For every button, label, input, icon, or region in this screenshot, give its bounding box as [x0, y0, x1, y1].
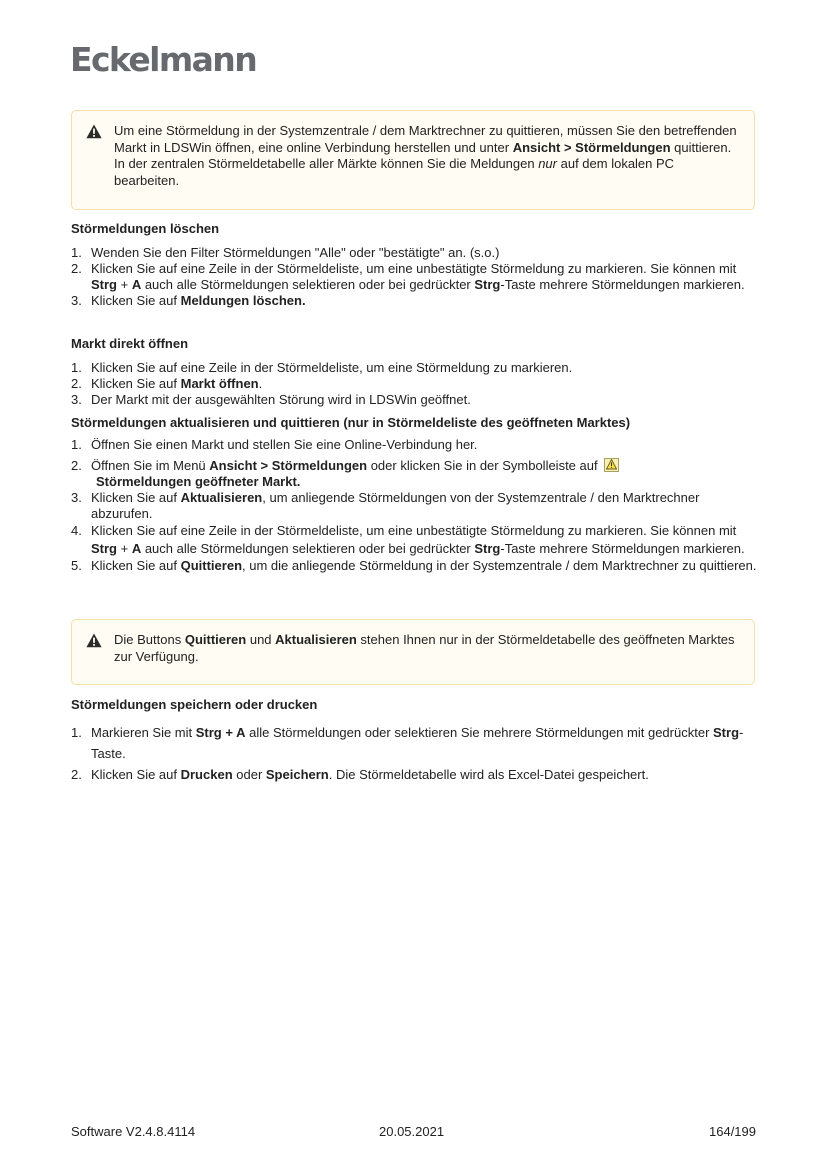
item-bold: Strg	[91, 277, 117, 292]
item-text: Klicken Sie auf eine Zeile in der Störmeldeliste, um eine unbestätigte Störmeldung zu markieren. Sie können mit	[91, 523, 737, 538]
list-number: 3.	[71, 490, 82, 505]
list-number: 1.	[71, 437, 82, 452]
item-bold: Meldungen löschen.	[180, 293, 306, 308]
note-italic: nur	[538, 156, 557, 171]
note-text: quittieren. In der zentralen Störmeldetabelle aller Märkte können Sie die Meldungen	[114, 139, 732, 171]
list-number: 1.	[71, 725, 82, 740]
list-number: 5.	[71, 558, 82, 573]
item-text: Öffnen Sie im Menü	[91, 458, 210, 473]
item-bold: Markt öffnen	[180, 376, 259, 391]
warning-note-quittieren	[71, 110, 755, 210]
list-item	[71, 490, 761, 522]
list-item	[71, 522, 761, 558]
list-aktualisieren	[71, 437, 761, 574]
item-bold: Strg + A	[195, 725, 246, 740]
item-bold: Strg	[713, 725, 740, 740]
item-text: Klicken Sie auf eine Zeile in der Störmeldeliste, um eine unbestätigte Störmeldung zu markieren. Sie können mit	[91, 261, 737, 276]
list-number: 3.	[71, 392, 82, 407]
list-number: 2.	[71, 458, 82, 473]
list-markt-oeffnen	[71, 360, 761, 408]
item-bold: Strg	[91, 541, 117, 556]
item-text: oder	[232, 767, 266, 782]
item-text: .	[258, 376, 263, 391]
item-text: Öffnen Sie einen Markt und stellen Sie eine Online-Verbindung her.	[91, 437, 478, 452]
item-text: auch alle Störmeldungen selektieren oder bei gedrückter	[141, 541, 475, 556]
item-text: alle Störmeldungen oder selektieren Sie mehrere Störmeldungen mit gedrückter	[245, 725, 714, 740]
note-bold: Aktualisieren	[275, 632, 357, 647]
item-text: . Die Störmeldetabelle wird als Excel-Datei gespeichert.	[328, 767, 649, 782]
item-bold: Strg	[474, 277, 501, 292]
list-loeschen	[71, 245, 761, 309]
list-number: 1.	[71, 360, 82, 375]
list-number: 4.	[71, 523, 82, 538]
item-text: Klicken Sie auf	[91, 376, 181, 391]
list-number: 3.	[71, 293, 82, 308]
list-item	[71, 437, 761, 453]
warning-note-buttons	[71, 619, 755, 685]
note-text: Um eine Störmeldung in der Systemzentrale / dem Marktrechner zu quittieren, müssen Sie den betreffenden Markt in LDSWin öffnen, eine online Verbindung herstellen und unter	[114, 123, 737, 155]
alarm-toolbar-icon	[604, 458, 619, 472]
item-text: -Taste.	[91, 725, 744, 761]
list-speichern	[71, 722, 761, 785]
item-text: Klicken Sie auf	[91, 558, 181, 573]
item-bold: Drucken	[180, 767, 233, 782]
item-text: , um anliegende Störmeldungen von der Systemzentrale / den Marktrechner abzurufen.	[91, 490, 700, 521]
item-text: -Taste mehrere Störmeldungen markieren.	[500, 277, 745, 292]
item-bold: Störmeldungen geöffneter Markt.	[96, 474, 301, 489]
company-logo: Eckelmann	[70, 40, 257, 79]
footer-software-version: Software V2.4.8.4114	[71, 1124, 196, 1139]
list-number: 1.	[71, 245, 82, 260]
list-item	[71, 764, 761, 785]
list-item	[71, 722, 761, 764]
heading-speichern-drucken: Störmeldungen speichern oder drucken	[71, 697, 318, 712]
list-item	[71, 558, 761, 574]
item-bold: Ansicht > Störmeldungen	[209, 458, 368, 473]
note-text: Die Buttons	[114, 632, 185, 647]
heading-markt-direkt-oeffnen: Markt direkt öffnen	[71, 336, 189, 351]
note-text: und	[246, 632, 276, 647]
item-text: oder klicken Sie in der Symbolleiste auf	[367, 458, 598, 473]
item-bold: Speichern	[265, 767, 329, 782]
footer-date: 20.05.2021	[379, 1124, 445, 1139]
heading-stoermeldungen-loeschen: Störmeldungen löschen	[71, 221, 220, 236]
item-text: Wenden Sie den Filter Störmeldungen "Alle" oder "bestätigte" an. (s.o.)	[91, 245, 500, 260]
item-text: Klicken Sie auf	[91, 767, 181, 782]
item-text: Der Markt mit der ausgewählten Störung wird in LDSWin geöffnet.	[91, 392, 471, 407]
list-item	[71, 458, 761, 490]
item-text: +	[117, 541, 132, 556]
warning-icon	[86, 633, 102, 648]
item-bold: A	[131, 277, 142, 292]
list-number: 2.	[71, 261, 82, 276]
list-item	[71, 261, 761, 293]
note-text: auf dem lokalen PC bearbeiten.	[114, 156, 675, 188]
item-bold: Aktualisieren	[180, 490, 263, 505]
item-bold: A	[131, 541, 142, 556]
item-text: Markieren Sie mit	[91, 725, 196, 740]
item-text: , um die anliegende Störmeldung in der Systemzentrale / dem Marktrechner zu quittieren.	[242, 558, 757, 573]
item-text: auch alle Störmeldungen selektieren oder bei gedrückter	[141, 277, 475, 292]
list-number: 2.	[71, 376, 82, 391]
item-text: -Taste mehrere Störmeldungen markieren.	[500, 541, 745, 556]
item-text: Klicken Sie auf	[91, 293, 181, 308]
note-bold: Quittieren	[184, 632, 247, 647]
item-text: +	[117, 277, 132, 292]
heading-aktualisieren-quittieren: Störmeldungen aktualisieren und quittieren (nur in Störmeldeliste des geöffneten Marktes)	[71, 415, 631, 430]
note-text: stehen Ihnen nur in der Störmeldetabelle des geöffneten Marktes zur Verfügung.	[114, 632, 735, 664]
item-bold: Strg	[474, 541, 501, 556]
list-item	[71, 376, 761, 392]
note-bold: Ansicht > Störmeldungen	[512, 139, 671, 155]
list-item	[71, 392, 761, 408]
warning-icon	[86, 124, 102, 139]
list-item	[71, 360, 761, 376]
item-text: Klicken Sie auf eine Zeile in der Störmeldeliste, um eine Störmeldung zu markieren.	[91, 360, 573, 375]
list-number: 2.	[71, 767, 82, 782]
footer-page-number: 164/199	[709, 1124, 756, 1139]
list-item	[71, 293, 761, 309]
list-item	[71, 245, 761, 261]
item-bold: Quittieren	[180, 558, 243, 573]
item-text: Klicken Sie auf	[91, 490, 181, 505]
